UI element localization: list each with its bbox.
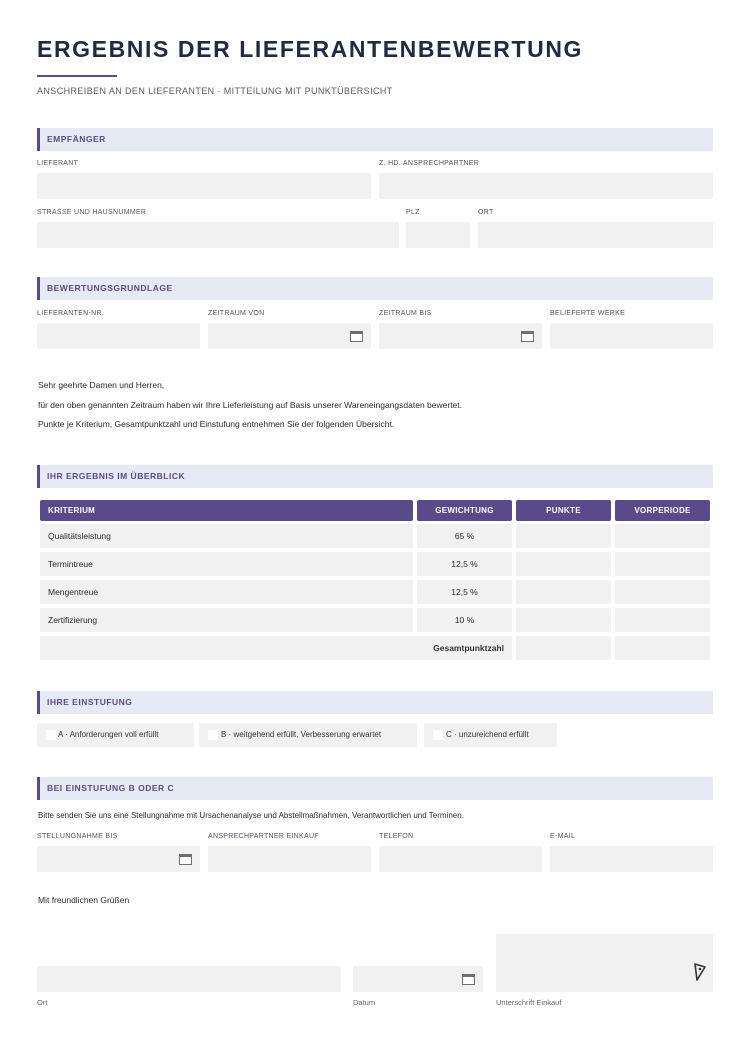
street-field[interactable] (37, 222, 399, 248)
previous-period-field[interactable] (615, 552, 710, 576)
table-cell-weight: 10 % (417, 608, 512, 632)
page-subtitle: ANSCHREIBEN AN DEN LIEFERANTEN · MITTEILUNG MIT PUNKTÜBERSICHT (37, 86, 393, 96)
checkbox[interactable] (46, 730, 56, 740)
calendar-icon[interactable] (462, 974, 475, 985)
section-basis (37, 277, 713, 300)
city-label: ORT (478, 209, 494, 216)
statement-due-field[interactable] (37, 846, 200, 872)
calendar-icon[interactable] (350, 331, 363, 342)
rating-option-c[interactable]: C · unzureichend erfüllt (424, 723, 557, 747)
total-points-field[interactable] (516, 636, 611, 660)
table-row-criterion: Qualitätsleistung (40, 524, 413, 548)
city-field[interactable] (478, 222, 713, 248)
zip-field[interactable] (406, 222, 470, 248)
previous-period-field[interactable] (615, 608, 710, 632)
table-cell-weight: 12,5 % (417, 580, 512, 604)
period-to-label: ZEITRAUM BIS (379, 310, 432, 317)
section-results (37, 465, 713, 488)
date-caption: Datum (353, 998, 376, 1007)
supplier-no-label: LIEFERANTEN-NR. (37, 310, 105, 317)
table-row-criterion: Zertifizierung (40, 608, 413, 632)
points-field[interactable] (516, 552, 611, 576)
previous-period-field[interactable] (615, 524, 710, 548)
total-row-label: Gesamtpunktzahl (40, 636, 512, 660)
purchasing-contact-field[interactable] (208, 846, 371, 872)
column-header-criterion: KRITERIUM (40, 500, 413, 521)
table-row-criterion: Mengentreue (40, 580, 413, 604)
points-field[interactable] (516, 580, 611, 604)
signature-caption: Unterschrift Einkauf (496, 998, 562, 1007)
signature-field[interactable] (496, 934, 713, 992)
followup-instruction: Bitte senden Sie uns eine Stellungnahme mit Ursachenanalyse und Abstellmaßnahmen, Verantwortlichen und Terminen. (38, 811, 464, 820)
table-row-criterion: Termintreue (40, 552, 413, 576)
checkbox[interactable] (433, 730, 443, 740)
period-from-field[interactable] (208, 323, 371, 349)
date-field[interactable] (353, 966, 483, 992)
supplier-label: LIEFERANT (37, 160, 79, 167)
phone-label: TELEFON (379, 833, 414, 840)
page-title: ERGEBNIS DER LIEFERANTENBEWERTUNG (37, 36, 584, 62)
section-title: BEI EINSTUFUNG B ODER C (47, 783, 175, 793)
section-title: EMPFÄNGER (47, 134, 106, 144)
plants-label: BELIEFERTE WERKE (550, 310, 626, 317)
email-label: E-MAIL (550, 833, 576, 840)
zip-label: PLZ (406, 209, 420, 216)
points-field[interactable] (516, 608, 611, 632)
period-from-label: ZEITRAUM VON (208, 310, 265, 317)
calendar-icon[interactable] (521, 331, 534, 342)
place-caption: Ort (37, 998, 48, 1007)
checkbox[interactable] (208, 730, 218, 740)
letter-line: Punkte je Kriterium, Gesamtpunktzahl und Einstufung entnehmen Sie der folgenden Übersicht. (38, 419, 395, 429)
letter-line: für den oben genannten Zeitraum haben wir Ihre Lieferleistung auf Basis unserer Wareneingangsdaten bewertet. (38, 400, 463, 410)
calendar-icon[interactable] (179, 854, 192, 865)
supplier-field[interactable] (37, 173, 371, 199)
contact-label: Z. HD. ANSPRECHPARTNER (379, 160, 480, 167)
rating-option-a[interactable]: A · Anforderungen voll erfüllt (37, 723, 194, 747)
section-rating (37, 691, 713, 714)
previous-period-field[interactable] (615, 580, 710, 604)
section-title: BEWERTUNGSGRUNDLAGE (47, 283, 173, 293)
section-recipient (37, 128, 713, 151)
period-to-field[interactable] (379, 323, 542, 349)
total-previous-field[interactable] (615, 636, 710, 660)
column-header-previous: VORPERIODE (615, 500, 710, 521)
statement-due-label: STELLUNGNAHME BIS (37, 833, 118, 840)
table-cell-weight: 12,5 % (417, 552, 512, 576)
phone-field[interactable] (379, 846, 542, 872)
column-header-weight: GEWICHTUNG (417, 500, 512, 521)
section-followup (37, 777, 713, 800)
title-underline (37, 75, 117, 77)
section-title: IHRE EINSTUFUNG (47, 697, 133, 707)
supplier-no-field[interactable] (37, 323, 200, 349)
section-title: IHR ERGEBNIS IM ÜBERBLICK (47, 471, 186, 481)
street-label: STRASSE UND HAUSNUMMER (37, 209, 147, 216)
contact-field[interactable] (379, 173, 713, 199)
purchasing-contact-label: ANSPRECHPARTNER EINKAUF (208, 833, 319, 840)
place-field[interactable] (37, 966, 341, 992)
letter-salutation: Sehr geehrte Damen und Herren, (38, 380, 165, 390)
table-cell-weight: 65 % (417, 524, 512, 548)
plants-field[interactable] (550, 323, 713, 349)
pen-nib-icon (693, 962, 707, 982)
closing-greeting: Mit freundlichen Grüßen (38, 895, 130, 905)
column-header-points: PUNKTE (516, 500, 611, 521)
email-field[interactable] (550, 846, 713, 872)
points-field[interactable] (516, 524, 611, 548)
rating-option-b[interactable]: B · weitgehend erfüllt, Verbesserung erwartet (199, 723, 417, 747)
